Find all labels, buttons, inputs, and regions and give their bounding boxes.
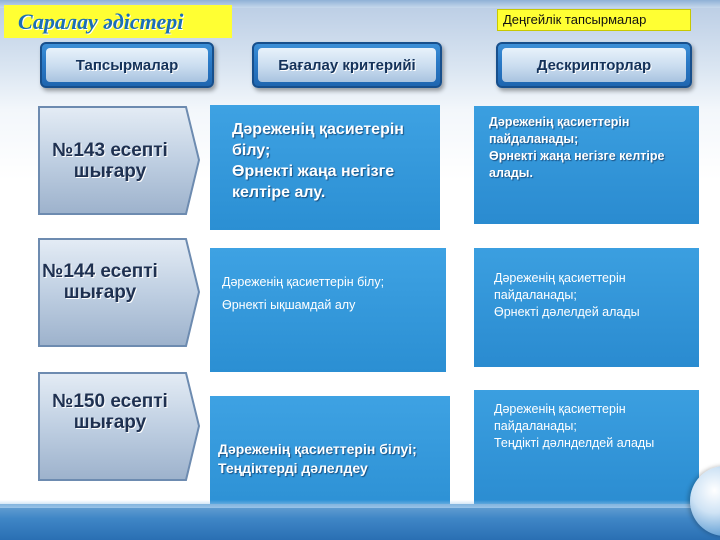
task-label-1: №143 есепті шығару [52, 139, 168, 182]
descriptors-header-label: Дескрипторлар [502, 48, 686, 82]
bottom-wave-highlight [0, 500, 720, 508]
bottom-wave-band [0, 504, 720, 540]
slide-title: Саралау әдістері [4, 5, 232, 38]
descriptor-box-3 [474, 390, 699, 514]
criteria-1-line-1: Дәреженің қасиетерін білу; [232, 121, 404, 159]
descriptor-1-line-1: Дәреженің қасиеттерін пайдаланады; [489, 115, 630, 146]
level-tag: Деңгейлік тапсырмалар [497, 9, 691, 31]
task-label-3: №150 есепті шығару [52, 390, 168, 433]
descriptor-2-line-2: Өрнекті дәлелдей алады [494, 305, 640, 319]
criteria-header [252, 42, 442, 88]
descriptors-header [496, 42, 692, 88]
tasks-header-label: Тапсырмалар [46, 48, 208, 82]
task-arrow-3 [36, 370, 202, 483]
criteria-1-line-2: Өрнекті жаңа негізге келтіре алу. [232, 163, 395, 201]
descriptor-1-line-2: Өрнекті жаңа негізге келтіре алады. [489, 149, 665, 180]
criteria-3-line-2: Теңдіктерді дәлелдеу [218, 460, 368, 476]
descriptor-3-line-1: Дәреженің қасиеттерін пайдаланады; [494, 402, 626, 433]
task-label-2: №144 есепті шығару [42, 260, 158, 303]
descriptor-box-2 [474, 248, 699, 367]
criteria-box-1 [210, 105, 440, 230]
criteria-header-label: Бағалау критерийі [258, 48, 436, 82]
criteria-3-line-1: Дәреженің қасиеттерін білуі; [218, 441, 417, 457]
criteria-2-line-1: Дәреженің қасиеттерін білу; [222, 275, 385, 289]
tasks-header [40, 42, 214, 88]
task-arrow-1 [36, 104, 202, 217]
criteria-2-line-2: Өрнекті ықшамдай алу [222, 298, 356, 312]
criteria-box-2 [210, 248, 446, 372]
descriptor-2-line-1: Дәреженің қасиеттерін пайдаланады; [494, 271, 626, 302]
task-arrow-2 [36, 236, 202, 349]
descriptor-3-line-2: Теңдікті дәлнделдей алады [494, 436, 655, 450]
descriptor-box-1 [474, 106, 699, 224]
